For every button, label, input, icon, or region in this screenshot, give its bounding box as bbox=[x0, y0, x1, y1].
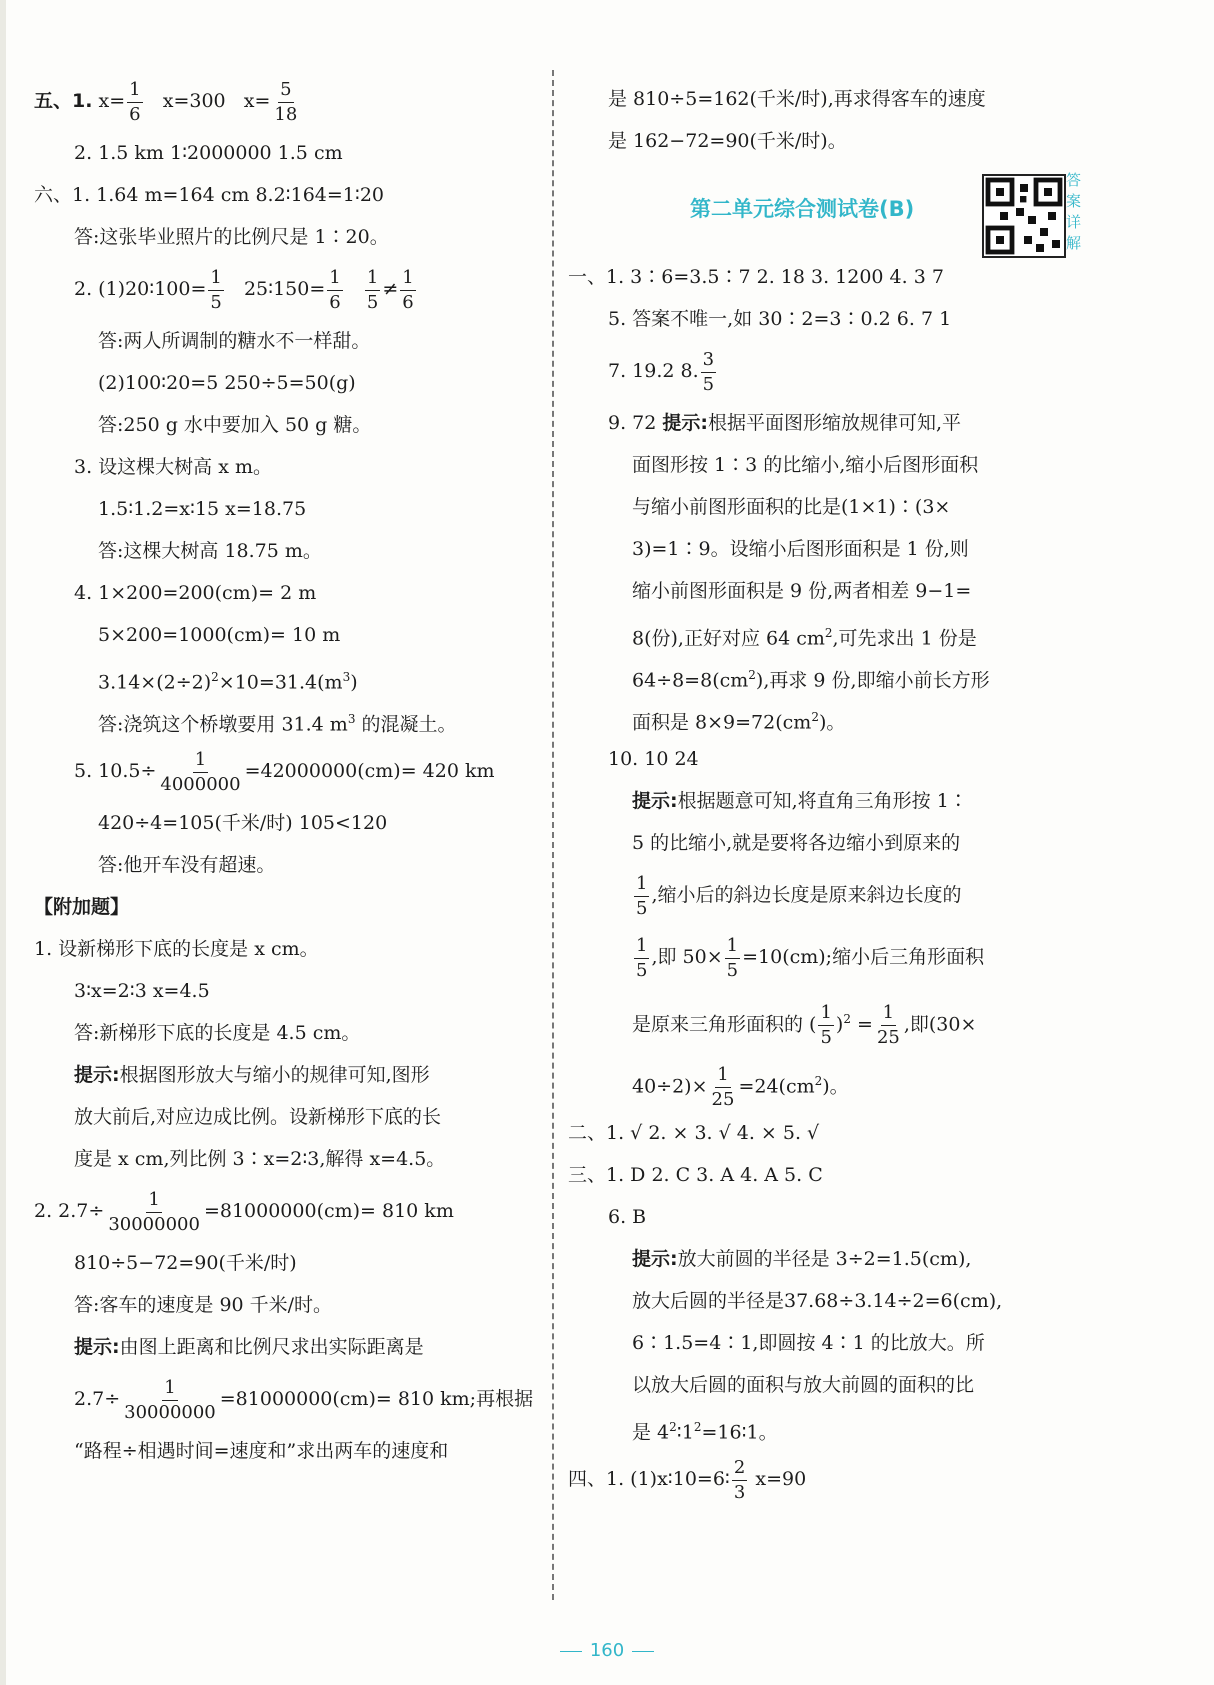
denominator: 6 bbox=[129, 103, 141, 125]
hint-text: )。 bbox=[822, 1075, 849, 1098]
hint-text: 是原来三角形面积的 ( bbox=[632, 1013, 817, 1036]
section-label: 五、 bbox=[34, 90, 73, 112]
hint-text: ,可先求出 1 份是 bbox=[832, 627, 977, 650]
fraction bbox=[272, 78, 299, 125]
numerator: 1 bbox=[634, 937, 649, 959]
fraction bbox=[634, 934, 649, 981]
hint-line bbox=[568, 654, 1078, 696]
fraction bbox=[106, 1188, 202, 1235]
hint-line: “路程÷相遇时间=速度和”求出两车的速度和 bbox=[74, 1440, 449, 1462]
answer-line bbox=[568, 340, 1078, 402]
fraction bbox=[701, 348, 716, 395]
answer-line: 答:250 g 水中要加入 50 g 糖。 bbox=[98, 414, 372, 436]
hint-text: 根据题意可知,将直角三角形按 1∶ bbox=[677, 790, 968, 812]
answer-line: 答:这棵大树高 18.75 m。 bbox=[98, 540, 322, 562]
fraction bbox=[818, 1001, 833, 1048]
answer-3: 三、1. D 2. C 3. A 4. A 5. C bbox=[568, 1164, 823, 1186]
answer-line: 答:他开车没有超速。 bbox=[98, 854, 276, 876]
answer-4 bbox=[568, 1448, 1078, 1510]
answer-6-1: 六、1. 1.64 m=164 cm 8.2∶164=1∶20 bbox=[34, 184, 385, 206]
equation-text: ) bbox=[350, 671, 358, 694]
hint-line: 面图形按 1∶3 的比缩小,缩小后图形面积 bbox=[632, 454, 979, 476]
hint-line: 度是 x cm,列比例 3∶x=2∶3,解得 x=4.5。 bbox=[74, 1148, 446, 1170]
hint-text: 64÷8=8(cm bbox=[632, 669, 749, 692]
denominator: 5 bbox=[636, 897, 648, 919]
equation-text: 2. (1)20∶100= bbox=[74, 278, 207, 300]
hint-text: 8(份),正好对应 64 cm bbox=[632, 627, 825, 650]
hint-line: 是 810÷5=162(千米/时),再求得客车的速度 bbox=[608, 88, 986, 110]
answer-5-2: 2. 1.5 km 1∶2000000 1.5 cm bbox=[74, 142, 343, 164]
equation-text: =81000000(cm)= 810 km bbox=[203, 1200, 454, 1222]
right-column bbox=[568, 78, 1078, 162]
hint-line bbox=[568, 402, 1078, 444]
hint-text: ,缩小后的斜边长度是原来斜边长度的 bbox=[651, 884, 962, 906]
hint-text: 根据平面图形缩放规律可知,平 bbox=[708, 412, 962, 434]
hint-line: 5 的比缩小,就是要将各边缩小到原来的 bbox=[632, 832, 961, 854]
equation-text: 5. 10.5÷ bbox=[74, 760, 157, 782]
answer-line: 810÷5−72=90(千米/时) bbox=[74, 1252, 297, 1274]
fraction bbox=[365, 266, 380, 313]
answer-6-3: 3. 设这棵大树高 x m。 bbox=[74, 456, 272, 478]
answer-line: 6. B bbox=[608, 1206, 647, 1228]
answer-line bbox=[34, 656, 554, 698]
numerator: 1 bbox=[881, 1004, 896, 1026]
denominator: 6 bbox=[329, 291, 341, 313]
hint-line bbox=[568, 926, 1078, 988]
hint-line bbox=[34, 1368, 554, 1430]
exponent: 2 bbox=[824, 626, 833, 640]
hint-line bbox=[568, 1406, 1078, 1448]
page-edge bbox=[0, 0, 6, 1685]
hint-line bbox=[568, 864, 1078, 926]
answer-line: 答:这张毕业照片的比例尺是 1∶20。 bbox=[74, 226, 389, 248]
denominator: 5 bbox=[702, 373, 715, 395]
answer-line: 答:两人所调制的糖水不一样甜。 bbox=[98, 330, 371, 352]
exponent: 2 bbox=[843, 1012, 851, 1026]
denominator: 3 bbox=[733, 1481, 746, 1503]
equation-text: 7. 19.2 8. bbox=[608, 360, 699, 382]
numerator: 2 bbox=[732, 1459, 747, 1481]
numerator: 1 bbox=[146, 1191, 161, 1213]
fraction bbox=[158, 748, 242, 795]
hint-text: ,即 50× bbox=[651, 946, 723, 968]
hint-label: 提示: bbox=[632, 790, 678, 812]
equation-text: x= bbox=[243, 90, 271, 112]
fraction bbox=[710, 1063, 737, 1110]
hint-line bbox=[34, 1054, 554, 1096]
qr-label: 答案详解 bbox=[1066, 171, 1082, 252]
answer-line: 1.5∶1.2=x∶15 x=18.75 bbox=[98, 498, 307, 520]
hint-label: 提示: bbox=[74, 1336, 120, 1358]
numerator: 1 bbox=[818, 1004, 833, 1026]
answer-6-4: 4. 1×200=200(cm)= 2 m bbox=[74, 582, 317, 604]
denominator: 25 bbox=[711, 1088, 735, 1110]
equation-text: =42000000(cm)= 420 km bbox=[244, 760, 495, 782]
answer-text: 答:浇筑这个桥墩要用 31.4 m bbox=[98, 713, 348, 736]
answer-line: 3∶x=2∶3 x=4.5 bbox=[74, 980, 210, 1002]
hint-line: 6∶1.5=4∶1,即圆按 4∶1 的比放大。所 bbox=[632, 1332, 985, 1354]
answer-line: 5. 答案不唯一,如 30∶2=3∶0.2 6. 7 1 bbox=[608, 308, 952, 330]
left-column bbox=[34, 70, 554, 1472]
denominator: 5 bbox=[636, 959, 648, 981]
hint-text: 面积是 8×9=72(cm bbox=[632, 711, 812, 734]
page-number bbox=[0, 1640, 1214, 1661]
denominator: 30000000 bbox=[108, 1213, 200, 1235]
answer-line: 420÷4=105(千米/时) 105<120 bbox=[98, 812, 388, 834]
fraction bbox=[122, 1376, 218, 1423]
bonus-2 bbox=[34, 1180, 554, 1242]
equation-text: x=90 bbox=[749, 1468, 807, 1490]
denominator: 4000000 bbox=[160, 773, 241, 795]
hint-text: )。 bbox=[818, 711, 846, 734]
hint-text: = bbox=[850, 1013, 873, 1036]
hint-line: 缩小前图形面积是 9 份,两者相差 9−1= bbox=[632, 580, 972, 602]
hint-text: 放大前圆的半径是 3÷2=1.5(cm), bbox=[677, 1248, 972, 1270]
hint-line bbox=[568, 612, 1078, 654]
hint-label: 提示: bbox=[74, 1064, 120, 1086]
fraction bbox=[400, 266, 415, 313]
exponent: 3 bbox=[342, 670, 351, 684]
hint-line: 与缩小前图形面积的比是(1×1)∶(3× bbox=[632, 496, 951, 518]
hint-line bbox=[568, 780, 1078, 822]
hint-text: =16∶1。 bbox=[701, 1421, 778, 1444]
hint-label: 提示: bbox=[632, 1248, 678, 1270]
equation-text: 25∶150= bbox=[243, 278, 326, 300]
fraction bbox=[127, 78, 142, 125]
fraction bbox=[634, 872, 649, 919]
hint-line bbox=[568, 1238, 1078, 1280]
hint-line bbox=[34, 1326, 554, 1368]
fraction bbox=[327, 266, 342, 313]
numerator: 1 bbox=[400, 269, 415, 291]
hint-text: =10(cm);缩小后三角形面积 bbox=[742, 946, 985, 968]
hint-text: 由图上距离和比例尺求出实际距离是 bbox=[119, 1336, 424, 1358]
numerator: 1 bbox=[634, 875, 649, 897]
right-column-body bbox=[568, 256, 1078, 1510]
page-number-text: 160 bbox=[589, 1640, 625, 1661]
equation-text: 3.14×(2÷2) bbox=[98, 671, 212, 694]
numerator: 1 bbox=[725, 937, 740, 959]
exponent: 2 bbox=[693, 1420, 702, 1434]
answer-2: 二、1. √ 2. × 3. √ 4. × 5. √ bbox=[568, 1122, 820, 1144]
fraction bbox=[875, 1001, 902, 1048]
section-title: 第二单元综合测试卷(B) bbox=[690, 197, 915, 221]
denominator: 30000000 bbox=[124, 1401, 216, 1423]
hint-text: 40÷2)× bbox=[632, 1075, 708, 1098]
denominator: 5 bbox=[366, 291, 379, 313]
numerator: 1 bbox=[193, 751, 208, 773]
equation-text: =81000000(cm)= 810 km;再根据 bbox=[219, 1388, 534, 1410]
bonus-1: 1. 设新梯形下底的长度是 x cm。 bbox=[34, 938, 319, 960]
exponent: 2 bbox=[748, 668, 756, 682]
numerator: 1 bbox=[208, 269, 223, 291]
item-number: 1. bbox=[72, 90, 93, 112]
fraction bbox=[725, 934, 740, 981]
exponent: 2 bbox=[811, 710, 819, 724]
equation-text: x=300 bbox=[162, 90, 226, 112]
equation-text: 2. 2.7÷ bbox=[34, 1200, 105, 1222]
equation-text: x= bbox=[98, 90, 126, 112]
bonus-heading: 【附加题】 bbox=[34, 896, 130, 918]
hint-line: 3)=1∶9。设缩小后图形面积是 1 份,则 bbox=[632, 538, 969, 560]
hint-line: 放大后圆的半径是37.68÷3.14÷2=6(cm), bbox=[632, 1290, 1003, 1312]
fraction bbox=[208, 266, 223, 313]
equation-text: 四、1. (1)x∶10=6∶ bbox=[568, 1468, 730, 1490]
answer-line: 5×200=1000(cm)= 10 m bbox=[98, 624, 341, 646]
exponent: 3 bbox=[347, 712, 356, 726]
answer-6-5 bbox=[34, 740, 554, 802]
answer-6-2 bbox=[34, 258, 554, 320]
exponent: 2 bbox=[669, 1420, 677, 1434]
hint-text: 是 4 bbox=[632, 1421, 670, 1444]
not-equal-sign: ≠ bbox=[382, 278, 399, 300]
qr-code-graphic bbox=[984, 176, 1064, 256]
hint-line: 以放大后圆的面积与放大前圆的面积的比 bbox=[632, 1374, 975, 1396]
denominator: 5 bbox=[820, 1026, 832, 1048]
answer-line: 答:新梯形下底的长度是 4.5 cm。 bbox=[74, 1022, 361, 1044]
numerator: 1 bbox=[365, 269, 380, 291]
hint-label: 提示: bbox=[662, 412, 708, 434]
hint-text: =24(cm bbox=[738, 1075, 815, 1098]
hint-line bbox=[568, 1050, 1078, 1112]
numerator: 1 bbox=[715, 1066, 730, 1088]
hint-text: ),再求 9 份,即缩小前长方形 bbox=[755, 669, 990, 692]
hint-text: ,即(30× bbox=[903, 1013, 977, 1036]
hint-text: 根据图形放大与缩小的规律可知,图形 bbox=[119, 1064, 430, 1086]
hint-text: ∶1 bbox=[676, 1421, 694, 1444]
exponent: 2 bbox=[814, 1074, 823, 1088]
exponent: 2 bbox=[211, 670, 219, 684]
denominator: 25 bbox=[876, 1026, 900, 1048]
hint-text: ) bbox=[835, 1013, 844, 1036]
hint-line bbox=[568, 696, 1078, 738]
numerator: 5 bbox=[278, 81, 293, 103]
fraction bbox=[732, 1456, 747, 1503]
denominator: 5 bbox=[726, 959, 739, 981]
denominator: 5 bbox=[210, 291, 222, 313]
denominator: 18 bbox=[274, 103, 298, 125]
denominator: 6 bbox=[402, 291, 414, 313]
answer-5-1 bbox=[34, 70, 554, 132]
numerator: 1 bbox=[127, 81, 142, 103]
numerator: 3 bbox=[701, 351, 716, 373]
hint-line: 是 162−72=90(千米/时)。 bbox=[608, 130, 847, 152]
answer-line: 10. 10 24 bbox=[608, 748, 699, 770]
answer-line bbox=[34, 698, 554, 740]
answer-1: 一、1. 3∶6=3.5∶7 2. 18 3. 1200 4. 3 7 bbox=[568, 266, 944, 288]
hint-line bbox=[568, 988, 1078, 1050]
numerator: 1 bbox=[327, 269, 342, 291]
numerator: 1 bbox=[162, 1379, 177, 1401]
answer-line: 答:客车的速度是 90 千米/时。 bbox=[74, 1294, 333, 1316]
answer-text: 的混凝土。 bbox=[355, 713, 457, 736]
item-number: 9. 72 bbox=[608, 412, 663, 434]
answer-line: (2)100∶20=5 250÷5=50(g) bbox=[98, 372, 356, 394]
hint-line: 放大前后,对应边成比例。设新梯形下底的长 bbox=[74, 1106, 442, 1128]
equation-text: ×10=31.4(m bbox=[218, 671, 343, 694]
qr-code-icon[interactable] bbox=[982, 174, 1066, 258]
equation-text: 2.7÷ bbox=[74, 1388, 121, 1410]
